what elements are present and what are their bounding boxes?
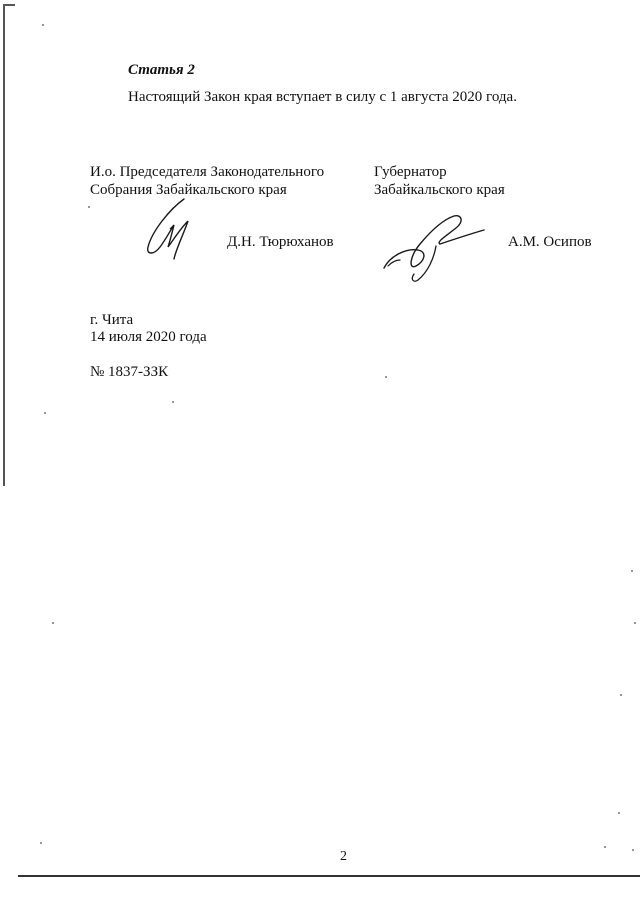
law-number: № 1837-ЗЗК	[90, 364, 169, 380]
left-signatory-name: Д.Н. Тюрюханов	[227, 234, 334, 250]
article-heading: Статья 2	[128, 62, 195, 78]
left-signature-icon	[140, 195, 200, 265]
scan-speck	[618, 812, 620, 814]
scan-speck	[52, 622, 54, 624]
article-text: Настоящий Закон края вступает в силу с 1 августа 2020 года.	[128, 89, 517, 105]
city: г. Чита	[90, 312, 134, 328]
scan-speck	[172, 401, 174, 403]
scan-speck	[385, 376, 387, 378]
scan-border-left	[3, 4, 5, 486]
right-signature-icon	[380, 208, 500, 288]
scan-speck	[88, 206, 90, 208]
scan-speck	[620, 694, 622, 696]
right-signatory-title-line2: Забайкальского края	[374, 182, 505, 198]
right-signatory-title-line1: Губернатор	[374, 164, 447, 180]
scan-speck	[40, 842, 42, 844]
scan-speck	[604, 846, 606, 848]
left-signatory-title-line1: И.о. Председателя Законодательного	[90, 164, 325, 180]
page-number: 2	[340, 849, 347, 864]
scan-border-top	[3, 4, 15, 6]
scan-speck	[42, 24, 44, 26]
left-signatory-title-line2: Собрания Забайкальского края	[90, 182, 287, 198]
date: 14 июля 2020 года	[90, 329, 207, 345]
scan-speck	[632, 849, 634, 851]
right-signatory-name: А.М. Осипов	[508, 234, 592, 250]
scan-speck	[634, 622, 636, 624]
scan-border-bottom	[18, 875, 640, 877]
scan-speck	[44, 412, 46, 414]
scan-speck	[631, 570, 633, 572]
